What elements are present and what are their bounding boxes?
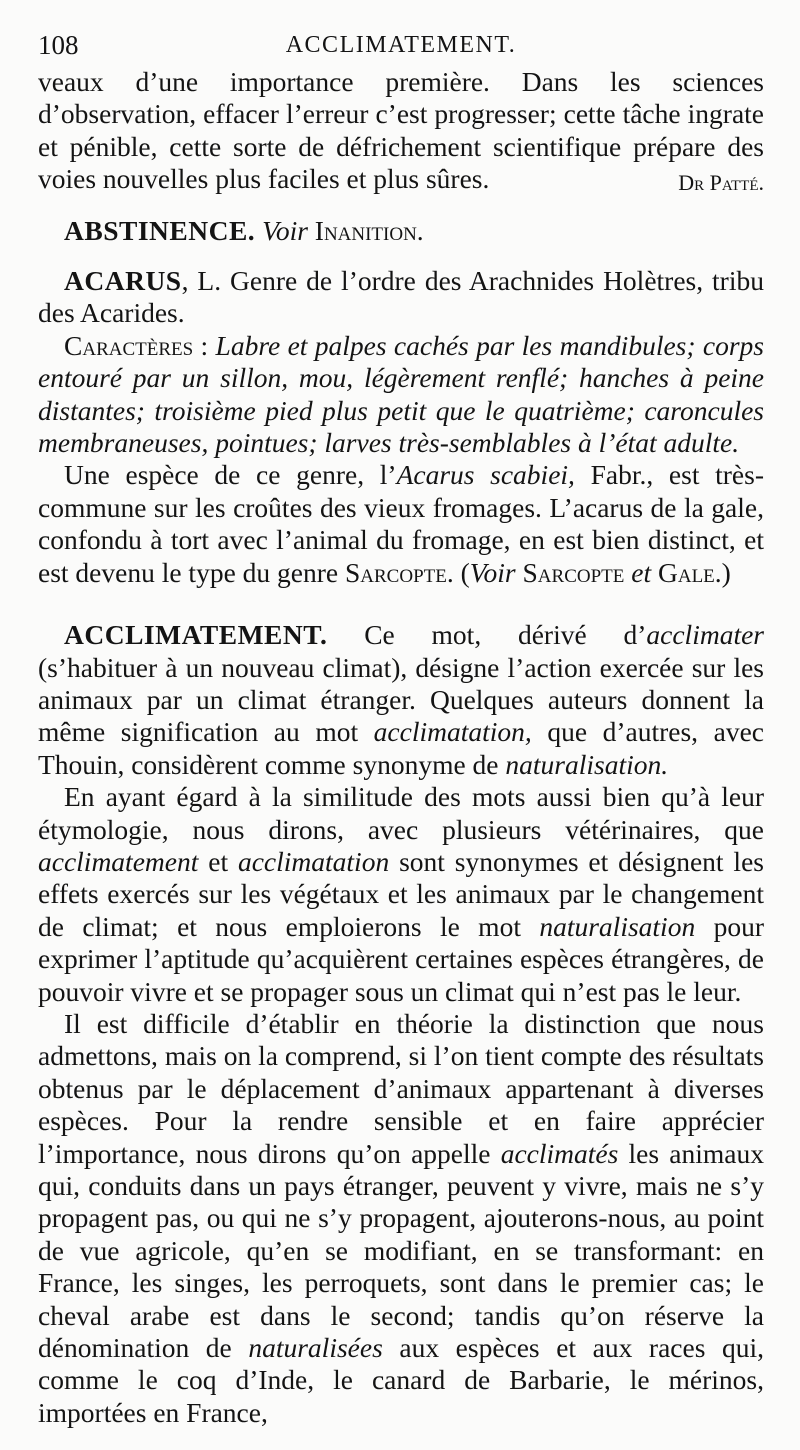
text-run: les animaux qui, conduits dans un pays étranger, peuvent y vivre, mais ne s’y propagent pas, ou qui ne s’y propagent, ajouterons-nous, au point de vue agricole, qu’en se modifiant, en se transformant: en France, les singes, les perroquets, sont dans le premier cas; le cheval arabe est dans le second; tandis qu’on réserve la dénomination de	[38, 1137, 764, 1364]
page-number: 108	[38, 30, 79, 60]
text-run: (	[453, 556, 470, 588]
text-run: Ce mot, dérivé d’	[327, 619, 647, 651]
entry-abstinence	[38, 215, 764, 247]
term: naturalisation.	[505, 748, 669, 780]
acclimatement-paragraph-3	[38, 1008, 764, 1429]
term: acclimatés	[500, 1137, 619, 1169]
text-run: sont synonymes et désignent les effets exercés sur les végétaux et les animaux par le changement de climat; et nous emploierons le mot	[38, 845, 764, 942]
acarus-paragraph-2	[38, 459, 764, 589]
text-run: aux espèces et aux races qui, comme le coq d’Inde, le canard de Barbarie, le mérinos, importées en France,	[38, 1332, 764, 1428]
page-body	[38, 66, 764, 1429]
text-run: (s’habituer à un nouveau climat), désigne l’action exercée sur les animaux par un climat étranger. Quelques auteurs donnent la même signification au mot	[38, 651, 764, 748]
text-run: Fabr., est très-commune sur les croûtes des vieux fromages. L’acarus de la gale, confondu à tort avec l’animal du fromage, en est bien distinct, et est devenu le type du genre	[38, 459, 764, 588]
term: acclimatation	[237, 845, 390, 877]
running-head: ACCLIMATEMENT.	[285, 32, 517, 58]
entry-acclimatement	[38, 619, 764, 781]
text-run: pour exprimer l’aptitude qu’acquièrent certaines espèces étrangères, de pouvoir vivre et se propager sous un climat qui n’est pas le leur.	[38, 910, 764, 1007]
intro-text: veaux d’une importance première. Dans les sciences d’observation, effacer l’erreur c’est progresser; cette tâche ingrate et pénible, cette sorte de défrichement scientifique prépare des voies nouvelles plus faciles et plus sûres.	[38, 66, 764, 195]
text-run: )	[721, 556, 731, 588]
author-signature: Dr Patté.	[678, 170, 764, 196]
voir-label: Voir	[469, 556, 516, 588]
acarus-caracteres	[38, 330, 764, 460]
cross-reference: Inanition.	[314, 214, 424, 246]
caracteres-text: Labre et palpes cachés par les mandibules; corps entouré par un sillon, mou, légèrement renflé; hanches à peine distantes; troisième pied plus petit que le quatrième; caroncules membraneuses, pointues; larves très-semblables à l’état adulte.	[38, 329, 764, 459]
term: acclimater	[646, 619, 764, 651]
cross-reference: Sarcopte	[515, 556, 632, 588]
term: naturalisées	[248, 1332, 383, 1364]
text-run: et	[198, 845, 238, 877]
text-run: que d’autres, avec Thouin, considèrent comme synonyme de	[38, 716, 764, 780]
species-name: Acarus scabiei,	[396, 459, 575, 491]
term: naturalisation	[539, 910, 696, 942]
text-run: En ayant égard à la similitude des mots aussi bien qu’à leur étymologie, nous dirons, avec plusieurs vétérinaires, que	[38, 781, 764, 845]
intro-paragraph	[38, 66, 764, 200]
caracteres-label: Caractères :	[64, 329, 209, 361]
acclimatement-paragraph-2	[38, 781, 764, 1008]
genus-name: Sarcopte.	[344, 556, 454, 588]
text-run: Il est difficile d’établir en théorie la distinction que nous admettons, mais on la comprend, si l’on tient compte des résultats obtenus par le déplacement d’animaux appartenant à diverses espèces. Pour la rendre sensible et en faire apprécier l’importance, nous dirons qu’on appelle	[38, 1007, 764, 1169]
voir-label: Voir	[262, 214, 308, 246]
cross-reference: Gale.	[651, 556, 722, 588]
entry-head-abstinence: ABSTINENCE.	[64, 214, 256, 246]
entry-head-acarus: ACARUS	[64, 265, 182, 297]
text-run: Une espèce de ce genre, l’	[64, 459, 397, 491]
acarus-text: , L. Genre de l’ordre des Arachnides Holètres, tribu des Acarides.	[38, 265, 764, 329]
entry-head-acclimatement: ACCLIMATEMENT.	[64, 619, 328, 651]
conjunction: et	[631, 556, 652, 588]
term: acclimatation,	[373, 716, 532, 748]
entry-acarus	[38, 265, 764, 330]
page-header	[38, 30, 764, 66]
term: acclimatement	[38, 845, 199, 877]
